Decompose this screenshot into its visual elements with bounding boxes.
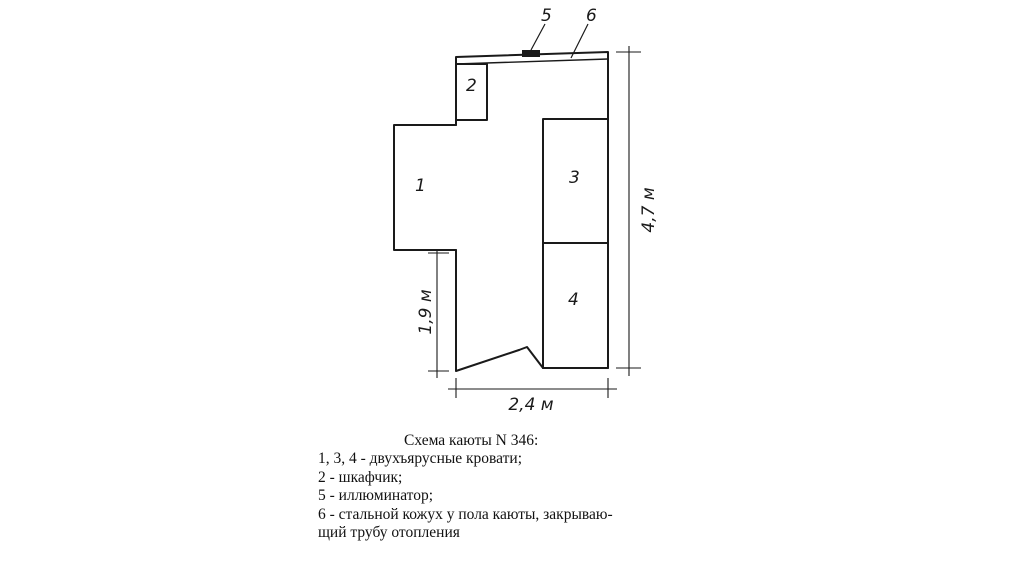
cabin-outline [456, 52, 608, 371]
door-opening [519, 347, 543, 368]
legend-line: 6 - стальной кожух у пола каюты, закрываю- [318, 505, 613, 523]
dimension-label-4-7m: 4,7 м [639, 187, 659, 233]
label-porthole-5: 5 [541, 6, 552, 26]
porthole-5 [522, 50, 540, 57]
dimension-label-1-9m: 1,9 м [416, 289, 436, 335]
label-bed-3: 3 [569, 168, 580, 188]
label-bed-4: 4 [568, 290, 579, 310]
label-cover-6: 6 [586, 6, 597, 26]
legend-title: Схема каюты N 346: [404, 432, 539, 449]
label-bed-1: 1 [415, 176, 426, 196]
legend-line: 5 - иллюминатор; [318, 487, 434, 505]
legend-line: 1, 3, 4 - двухъярусные кровати; [318, 450, 523, 468]
legend-caption [318, 432, 738, 542]
dimension-label-2-4m: 2,4 м [508, 395, 554, 415]
legend-line: 2 - шкафчик; [318, 468, 403, 486]
label-locker-2: 2 [466, 76, 477, 96]
legend-line: щий трубу отопления [318, 524, 460, 542]
leader-line-5 [531, 24, 545, 50]
